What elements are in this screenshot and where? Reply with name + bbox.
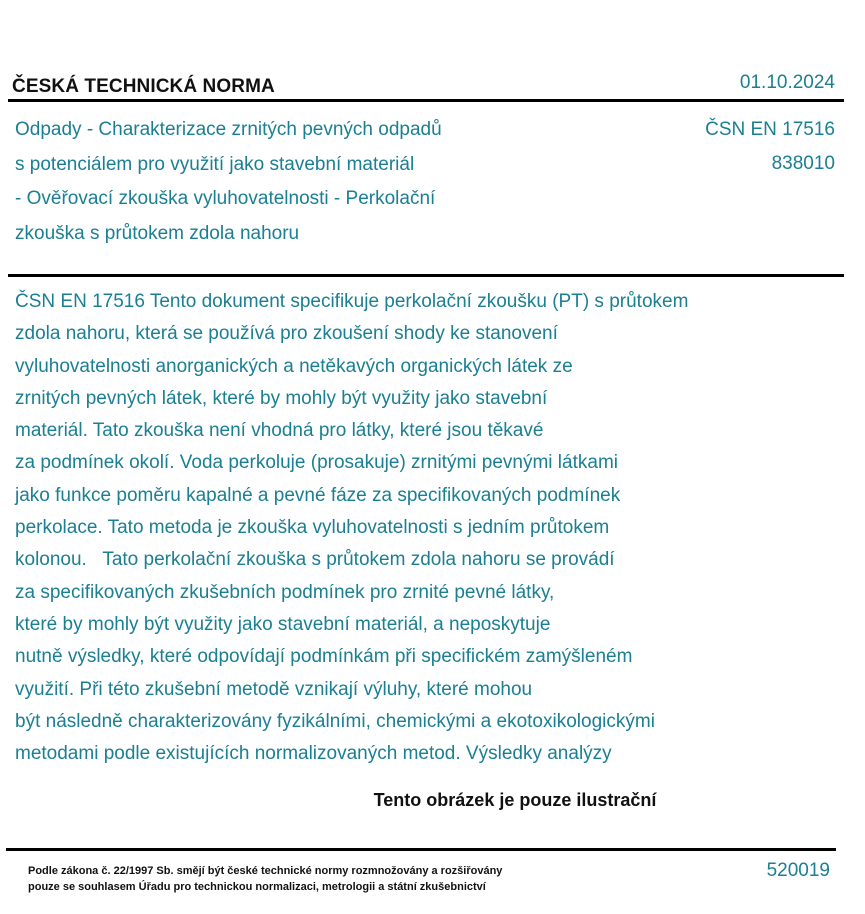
abstract-line: kolonou. Tato perkolační zkouška s průtokem zdola nahoru se provádí	[15, 549, 615, 571]
abstract-line: využití. Při této zkušební metodě vznikají výluhy, které mohou	[15, 678, 533, 700]
standard-title-line: zkouška s průtokem zdola nahoru	[15, 222, 300, 244]
title-divider	[8, 274, 844, 277]
abstract-line: za specifikovaných zkušebních podmínek pro zrnité pevné látky,	[15, 581, 555, 603]
header-title: ČESKÁ TECHNICKÁ NORMA	[12, 76, 275, 97]
footer-legal-notice	[28, 863, 502, 895]
abstract-line: perkolace. Tato metoda je zkouška vyluhovatelnosti s jedním průtokem	[15, 517, 610, 539]
standard-number: ČSN EN 17516	[705, 119, 835, 140]
abstract-line: zdola nahoru, která se používá pro zkoušení shody ke stanovení	[15, 323, 558, 345]
standard-title-line: - Ověřovací zkouška vyluhovatelnosti - Perkolační	[15, 188, 436, 209]
classification-code: 838010	[771, 153, 835, 174]
footer-divider	[6, 848, 836, 851]
abstract-line: vyluhovatelnosti anorganických a netěkavých organických látek ze	[15, 355, 573, 377]
catalog-code: 520019	[766, 860, 830, 881]
abstract-line: jako funkce poměru kapalné a pevné fáze za specifikovaných podmínek	[15, 484, 621, 506]
abstract-line: být následně charakterizovány fyzikálními, chemickými a ekotoxikologickými	[15, 710, 655, 732]
standard-title-line: Odpady - Charakterizace zrnitých pevných odpadů	[15, 119, 442, 140]
legal-line: Podle zákona č. 22/1997 Sb. smějí být české technické normy rozmnožovány a rozšiřovány	[28, 865, 503, 877]
abstract-line: ČSN EN 17516 Tento dokument specifikuje perkolační zkoušku (PT) s průtokem	[15, 291, 689, 312]
header-divider	[8, 99, 844, 102]
abstract-line: které by mohly být využity jako stavební materiál, a neposkytuje	[15, 613, 551, 635]
abstract-line: za podmínek okolí. Voda perkoluje (prosakuje) zrnitými pevnými látkami	[15, 452, 618, 474]
abstract-line: metodami podle existujících normalizovaných metod. Výsledky analýzy	[15, 743, 612, 765]
illustration-note: Tento obrázek je pouze ilustrační	[373, 790, 657, 810]
abstract-text	[15, 286, 805, 770]
abstract-line: zrnitých pevných látek, které by mohly být využity jako stavební	[15, 387, 548, 409]
abstract-line: nutně výsledky, které odpovídají podmínkám při specifickém zamýšleném	[15, 646, 633, 668]
abstract-line: materiál. Tato zkouška není vhodná pro látky, které jsou těkavé	[15, 420, 544, 442]
publication-date: 01.10.2024	[739, 72, 835, 93]
standard-title-line: s potenciálem pro využití jako stavební materiál	[15, 153, 415, 175]
legal-line: pouze se souhlasem Úřadu pro technickou normalizaci, metrologii a státní zkušebnictví	[28, 881, 486, 893]
standard-title	[15, 113, 535, 251]
